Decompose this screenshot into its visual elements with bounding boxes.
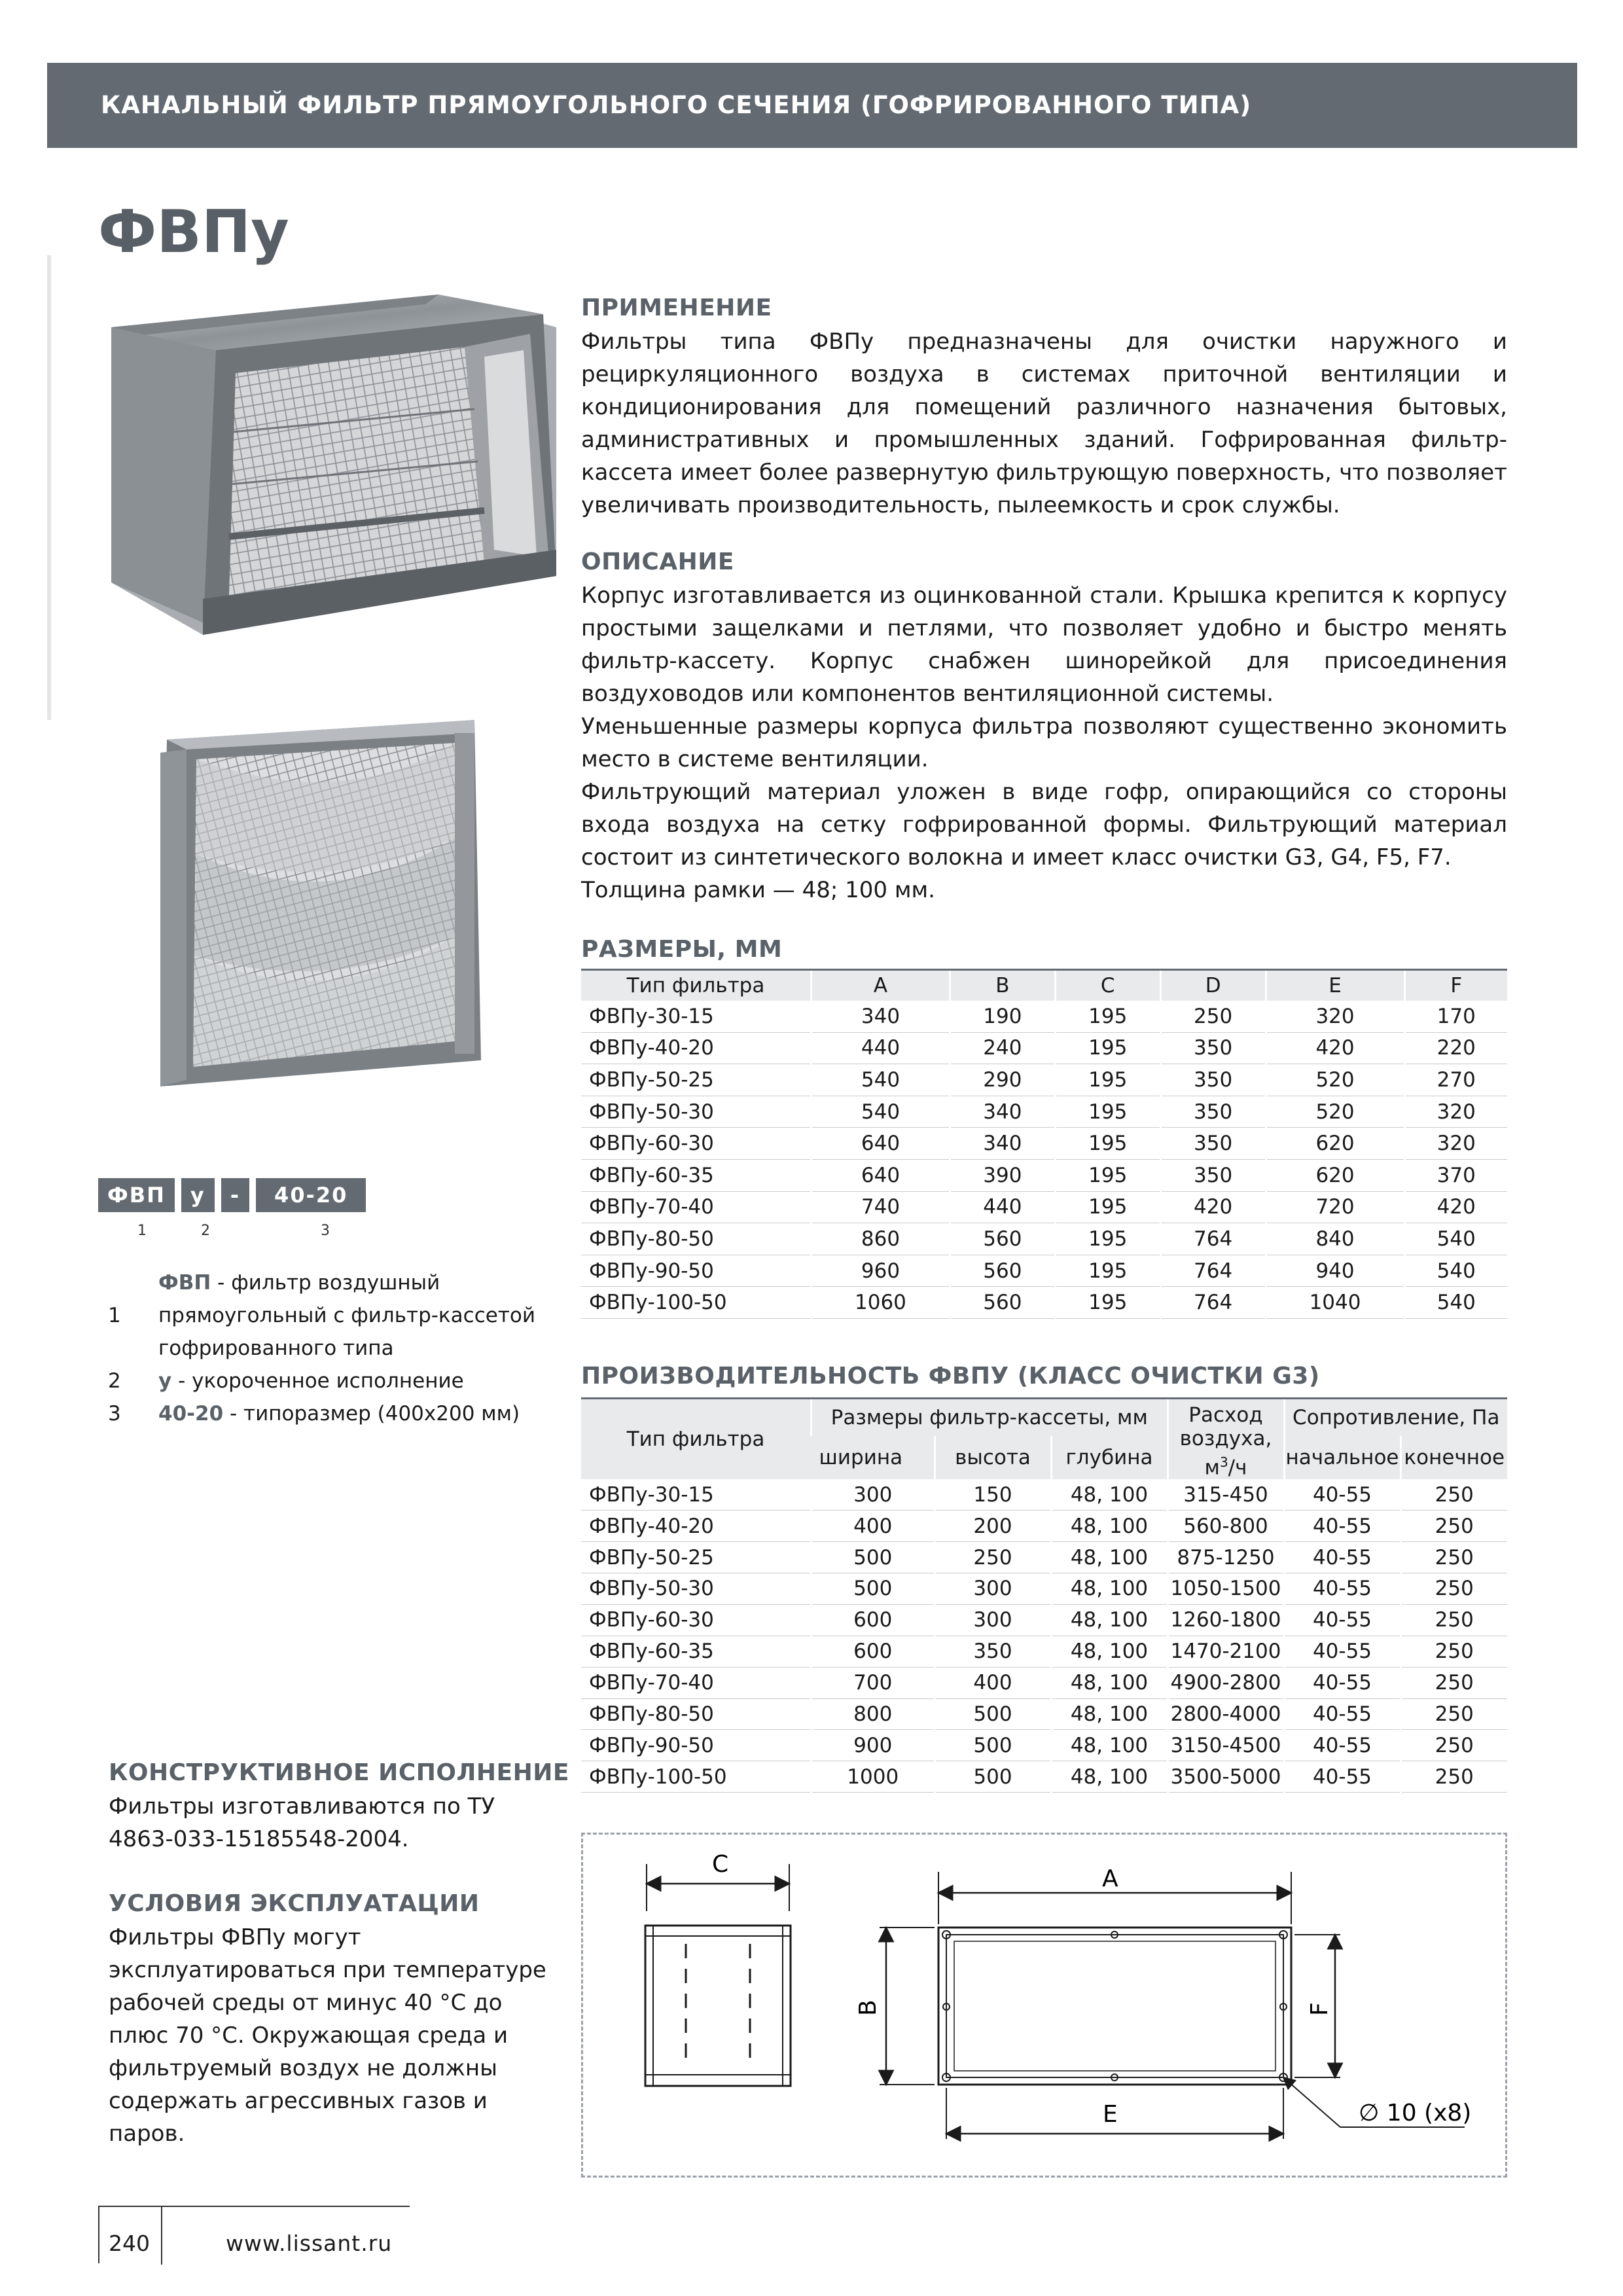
filter-type-cell: ФВПу-100-50	[581, 1761, 812, 1793]
table-cell: 250	[1400, 1698, 1507, 1730]
product-title: ФВПу	[98, 198, 289, 266]
table-cell: 40-55	[1284, 1698, 1400, 1730]
table-cell: 240	[950, 1032, 1055, 1064]
table-cell: 195	[1055, 1287, 1160, 1319]
table-cell: 440	[812, 1032, 950, 1064]
code-explanation-num: 3	[108, 1402, 121, 1426]
table-cell: 40-55	[1284, 1730, 1400, 1761]
table-cell: 40-55	[1284, 1511, 1400, 1542]
table-cell: 540	[1404, 1255, 1507, 1287]
table-cell: 620	[1266, 1128, 1404, 1160]
table-cell: 764	[1160, 1287, 1266, 1319]
table-row	[581, 1761, 1507, 1793]
description-heading: ОПИСАНИЕ	[581, 548, 734, 575]
table-cell: 420	[1266, 1032, 1404, 1064]
description-paragraph: Фильтрующий материал уложен в виде гофр, опирающийся со стороны входа воздуха на сетку гофрированной формы. Фильтрующий материал состоит из синтетического волокна и имеет класс очистки G3, G4, F5, F7.	[581, 779, 1507, 870]
table-cell: 1000	[812, 1761, 935, 1793]
dim-label-b: B	[855, 2000, 882, 2016]
table-cell: 500	[812, 1573, 935, 1605]
code-part: у	[181, 1178, 215, 1212]
table-cell: 1060	[812, 1287, 950, 1319]
table-cell: 220	[1404, 1032, 1507, 1064]
table-cell: 320	[1404, 1128, 1507, 1160]
table-cell: 350	[1160, 1032, 1266, 1064]
side-accent-line	[47, 255, 51, 720]
page-number: 240	[109, 2231, 150, 2256]
table-cell: 340	[950, 1096, 1055, 1128]
filter-type-cell: ФВПу-50-30	[581, 1096, 812, 1128]
table-cell: 500	[935, 1698, 1051, 1730]
table-row	[581, 1096, 1507, 1128]
table-row	[581, 1128, 1507, 1160]
table-cell: 720	[1266, 1191, 1404, 1223]
table-cell: 200	[935, 1511, 1051, 1542]
table-cell: 420	[1160, 1191, 1266, 1223]
table-cell: 40-55	[1284, 1604, 1400, 1636]
table-cell: 40-55	[1284, 1573, 1400, 1605]
table-row	[581, 1159, 1507, 1191]
table-cell: 500	[935, 1730, 1051, 1761]
table-cell: 48, 100	[1051, 1636, 1168, 1667]
table-cell: 520	[1266, 1096, 1404, 1128]
table-cell: 195	[1055, 1096, 1160, 1128]
table-cell: 400	[935, 1667, 1051, 1698]
table-cell: 150	[935, 1479, 1051, 1510]
table-row	[581, 1542, 1507, 1573]
footer-separator	[161, 2207, 162, 2265]
table-cell: 875-1250	[1168, 1542, 1284, 1573]
table-cell: 340	[812, 1001, 950, 1032]
code-explanation-text: - типоразмер (400x200 мм)	[223, 1402, 520, 1426]
table-header-row	[581, 1399, 1507, 1436]
table-cell: 764	[1160, 1223, 1266, 1255]
table-cell: 195	[1055, 1128, 1160, 1160]
table-cell: 620	[1266, 1159, 1404, 1191]
dim-label-e: E	[1103, 2101, 1118, 2128]
table-cell: 800	[812, 1698, 935, 1730]
table-cell: 350	[1160, 1064, 1266, 1096]
dim-label-f: F	[1306, 2002, 1333, 2016]
code-explanation-num: 1	[108, 1304, 121, 1327]
table-cell: 48, 100	[1051, 1730, 1168, 1761]
table-cell: 250	[1400, 1730, 1507, 1761]
filter-type-cell: ФВПу-90-50	[581, 1255, 812, 1287]
table-cell: 560	[950, 1287, 1055, 1319]
column-header: B	[950, 970, 1055, 1001]
table-cell: 540	[812, 1064, 950, 1096]
table-row	[581, 1255, 1507, 1287]
dim-label-a: A	[1102, 1865, 1118, 1892]
table-cell: 250	[935, 1542, 1051, 1573]
table-cell: 740	[812, 1191, 950, 1223]
column-header: Тип фильтра	[581, 970, 812, 1001]
table-cell: 940	[1266, 1255, 1404, 1287]
table-cell: 540	[812, 1096, 950, 1128]
filter-type-cell: ФВПу-60-30	[581, 1128, 812, 1160]
table-cell: 640	[812, 1128, 950, 1160]
table-cell: 195	[1055, 1223, 1160, 1255]
table-cell: 560-800	[1168, 1511, 1284, 1542]
table-cell: 900	[812, 1730, 935, 1761]
table-cell: 2800-4000	[1168, 1698, 1284, 1730]
filter-type-cell: ФВПу-50-25	[581, 1064, 812, 1096]
table-cell: 195	[1055, 1191, 1160, 1223]
flow-unit: /ч	[1228, 1456, 1247, 1480]
code-explanation-text: - укороченное исполнение	[171, 1369, 464, 1393]
table-row	[581, 1636, 1507, 1667]
table-cell: 195	[1055, 1255, 1160, 1287]
table-cell: 1260-1800	[1168, 1604, 1284, 1636]
table-row	[581, 1511, 1507, 1542]
table-cell: 500	[935, 1761, 1051, 1793]
filter-type-cell: ФВПу-90-50	[581, 1730, 812, 1761]
table-cell: 600	[812, 1604, 935, 1636]
table-cell: 250	[1400, 1573, 1507, 1605]
table-cell: 840	[1266, 1223, 1404, 1255]
technical-drawing	[581, 1833, 1507, 2178]
description-paragraph: Толщина рамки — 48; 100 мм.	[581, 877, 935, 903]
code-index: 3	[321, 1223, 330, 1239]
table-row	[581, 1698, 1507, 1730]
table-cell: 300	[935, 1604, 1051, 1636]
filter-type-cell: ФВПу-30-15	[581, 1479, 812, 1510]
table-cell: 600	[812, 1636, 935, 1667]
side-view	[645, 1864, 791, 2086]
table-cell: 640	[812, 1159, 950, 1191]
table-cell: 40-55	[1284, 1667, 1400, 1698]
dim-label-c: C	[712, 1851, 729, 1878]
code-part: ФВП	[98, 1178, 175, 1212]
table-cell: 48, 100	[1051, 1698, 1168, 1730]
filter-type-cell: ФВПу-70-40	[581, 1667, 812, 1698]
flow-header-unit	[1169, 1450, 1283, 1479]
table-cell: 764	[1160, 1255, 1266, 1287]
table-cell: 350	[935, 1636, 1051, 1667]
table-cell: 250	[1400, 1761, 1507, 1793]
code-explanation-item	[108, 1397, 566, 1430]
table-cell: 40-55	[1284, 1761, 1400, 1793]
table-cell: 250	[1400, 1667, 1507, 1698]
table-cell: 440	[950, 1191, 1055, 1223]
column-header	[1168, 1399, 1284, 1480]
table-cell: 960	[812, 1255, 950, 1287]
table-cell: 350	[1160, 1128, 1266, 1160]
column-header: ширина	[812, 1436, 935, 1480]
table-cell: 340	[950, 1128, 1055, 1160]
column-header: высота	[935, 1436, 1051, 1480]
table-cell: 48, 100	[1051, 1511, 1168, 1542]
table-cell: 1470-2100	[1168, 1636, 1284, 1667]
filter-type-cell: ФВПу-80-50	[581, 1223, 812, 1255]
table-cell: 195	[1055, 1159, 1160, 1191]
application-paragraph: Фильтры типа ФВПу предназначены для очистки наружного и рециркуляционного воздуха в системах приточной вентиляции и кондиционирования для помещений различного назначения бытовых, административных и промышленных зданий. Гофрированная фильтр-кассета имеет более развернутую фильтрующую поверхность, что позволяет увеличивать производительность, пылеемкость и срок службы.	[581, 329, 1507, 518]
table-cell: 300	[935, 1573, 1051, 1605]
performance-table	[581, 1397, 1507, 1793]
code-explanations	[108, 1266, 566, 1430]
table-cell: 250	[1400, 1511, 1507, 1542]
footer	[98, 2206, 410, 2265]
table-cell: 350	[1160, 1159, 1266, 1191]
flow-unit: м	[1204, 1456, 1220, 1480]
column-header: Размеры фильтр-кассеты, мм	[812, 1399, 1168, 1436]
table-cell: 520	[1266, 1064, 1404, 1096]
filter-type-cell: ФВПу-50-25	[581, 1542, 812, 1573]
code-index: 1	[137, 1223, 147, 1239]
table-cell: 290	[950, 1064, 1055, 1096]
filter-type-cell: ФВПу-60-35	[581, 1636, 812, 1667]
filter-type-cell: ФВПу-60-35	[581, 1159, 812, 1191]
code-part: 40-20	[256, 1178, 366, 1212]
table-cell: 400	[812, 1511, 935, 1542]
table-cell: 48, 100	[1051, 1542, 1168, 1573]
table-row	[581, 1223, 1507, 1255]
table-cell: 40-55	[1284, 1636, 1400, 1667]
column-header: D	[1160, 970, 1266, 1001]
operation-text: Фильтры ФВПу могут эксплуатироваться при температуре рабочей среды от минус 40 °С до плюс 70 °С. Окружающая среда и фильтруемый воздух не должны содержать агрессивных газов и паров.	[109, 1924, 546, 2147]
header-title: КАНАЛЬНЫЙ ФИЛЬТР ПРЯМОУГОЛЬНОГО СЕЧЕНИЯ (ГОФРИРОВАННОГО ТИПА)	[101, 91, 1252, 119]
code-explanation-item	[108, 1365, 566, 1397]
column-header: F	[1404, 970, 1507, 1001]
column-header: начальное	[1284, 1436, 1400, 1480]
table-cell: 560	[950, 1255, 1055, 1287]
front-view	[880, 1872, 1465, 2139]
designation-code	[98, 1178, 366, 1212]
table-cell: 860	[812, 1223, 950, 1255]
filter-type-cell: ФВПу-100-50	[581, 1287, 812, 1319]
filter-type-cell: ФВПу-60-30	[581, 1604, 812, 1636]
table-cell: 195	[1055, 1001, 1160, 1032]
table-row	[581, 1573, 1507, 1605]
flow-header-line: воздуха,	[1179, 1427, 1272, 1450]
filter-type-cell: ФВПу-40-20	[581, 1511, 812, 1542]
column-header: конечное	[1400, 1436, 1507, 1480]
code-explanation-item	[108, 1266, 566, 1365]
table-row	[581, 1191, 1507, 1223]
code-part: -	[221, 1178, 249, 1212]
table-cell: 1050-1500	[1168, 1573, 1284, 1605]
table-cell: 320	[1266, 1001, 1404, 1032]
table-cell: 250	[1400, 1604, 1507, 1636]
table-cell: 350	[1160, 1096, 1266, 1128]
table-row	[581, 1667, 1507, 1698]
table-cell: 48, 100	[1051, 1667, 1168, 1698]
table-row	[581, 1287, 1507, 1319]
table-cell: 500	[812, 1542, 935, 1573]
filter-type-cell: ФВПу-30-15	[581, 1001, 812, 1032]
column-header: C	[1055, 970, 1160, 1001]
holes-label: ∅ 10 (x8)	[1359, 2100, 1472, 2126]
code-explanation-term: 40-20	[158, 1402, 224, 1426]
table-cell: 300	[812, 1479, 935, 1510]
table-cell: 190	[950, 1001, 1055, 1032]
website-link[interactable]: www.lissant.ru	[226, 2231, 393, 2256]
table-row	[581, 1032, 1507, 1064]
column-header: глубина	[1051, 1436, 1168, 1480]
table-cell: 250	[1400, 1479, 1507, 1510]
table-cell: 48, 100	[1051, 1604, 1168, 1636]
header-bar	[47, 63, 1577, 148]
code-explanation-text: - фильтр воздушный прямоугольный с фильтр-кассетой гофрированного типа	[158, 1271, 535, 1360]
table-cell: 540	[1404, 1223, 1507, 1255]
column-header: Сопротивление, Па	[1284, 1399, 1507, 1436]
table-row	[581, 1064, 1507, 1096]
filter-type-cell: ФВПу-40-20	[581, 1032, 812, 1064]
dimensions-heading: РАЗМЕРЫ, ММ	[581, 936, 783, 963]
filter-cassette-photo	[147, 713, 494, 1086]
operation-heading: УСЛОВИЯ ЭКСПЛУАТАЦИИ	[109, 1890, 480, 1917]
table-cell: 320	[1404, 1096, 1507, 1128]
flow-unit-sup: 3	[1219, 1454, 1228, 1470]
table-cell: 3500-5000	[1168, 1761, 1284, 1793]
table-cell: 315-450	[1168, 1479, 1284, 1510]
flow-header-line: Расход	[1188, 1403, 1263, 1427]
column-header: A	[812, 970, 950, 1001]
table-cell: 48, 100	[1051, 1573, 1168, 1605]
table-cell: 195	[1055, 1032, 1160, 1064]
table-cell: 40-55	[1284, 1479, 1400, 1510]
table-cell: 48, 100	[1051, 1761, 1168, 1793]
table-cell: 170	[1404, 1001, 1507, 1032]
table-cell: 250	[1400, 1636, 1507, 1667]
table-row	[581, 1001, 1507, 1032]
table-cell: 270	[1404, 1064, 1507, 1096]
construction-text: Фильтры изготавливаются по ТУ 4863-033-15185548-2004.	[109, 1793, 495, 1852]
table-cell: 1040	[1266, 1287, 1404, 1319]
column-header: Тип фильтра	[581, 1399, 812, 1480]
description-paragraph: Уменьшенные размеры корпуса фильтра позволяют существенно экономить место в системе вентиляции.	[581, 713, 1507, 772]
filter-housing-photo	[98, 288, 569, 641]
dimensions-table	[581, 969, 1507, 1319]
table-cell: 48, 100	[1051, 1479, 1168, 1510]
description-text	[581, 579, 1507, 906]
table-row	[581, 1730, 1507, 1761]
description-paragraph: Корпус изготавливается из оцинкованной стали. Крышка крепится к корпусу простыми защелками и петлями, что позволяет удобно и быстро менять фильтр-кассету. Корпус снабжен шинорейкой для присоединения воздуховодов или компонентов вентиляционной системы.	[581, 583, 1507, 707]
table-cell: 40-55	[1284, 1542, 1400, 1573]
code-explanation-num: 2	[108, 1369, 121, 1393]
table-cell: 195	[1055, 1064, 1160, 1096]
table-cell: 4900-2800	[1168, 1667, 1284, 1698]
performance-heading: ПРОИЗВОДИТЕЛЬНОСТЬ ФВПУ (КЛАСС ОЧИСТКИ G3)	[581, 1363, 1320, 1390]
table-cell: 250	[1400, 1542, 1507, 1573]
table-cell: 540	[1404, 1287, 1507, 1319]
column-header: E	[1266, 970, 1404, 1001]
table-cell: 700	[812, 1667, 935, 1698]
code-explanation-term: ФВП	[158, 1271, 211, 1295]
table-header-row	[581, 970, 1507, 1001]
table-cell: 250	[1160, 1001, 1266, 1032]
table-cell: 3150-4500	[1168, 1730, 1284, 1761]
filter-type-cell: ФВПу-80-50	[581, 1698, 812, 1730]
filter-type-cell: ФВПу-70-40	[581, 1191, 812, 1223]
table-cell: 370	[1404, 1159, 1507, 1191]
code-explanation-term: у	[158, 1369, 172, 1393]
application-heading: ПРИМЕНЕНИЕ	[581, 295, 772, 321]
table-row	[581, 1604, 1507, 1636]
construction-heading: КОНСТРУКТИВНОЕ ИСПОЛНЕНИЕ	[109, 1759, 569, 1786]
application-text	[581, 325, 1507, 522]
filter-type-cell: ФВПу-50-30	[581, 1573, 812, 1605]
table-cell: 560	[950, 1223, 1055, 1255]
code-index: 2	[201, 1223, 210, 1239]
table-row	[581, 1479, 1507, 1510]
table-cell: 420	[1404, 1191, 1507, 1223]
table-cell: 390	[950, 1159, 1055, 1191]
